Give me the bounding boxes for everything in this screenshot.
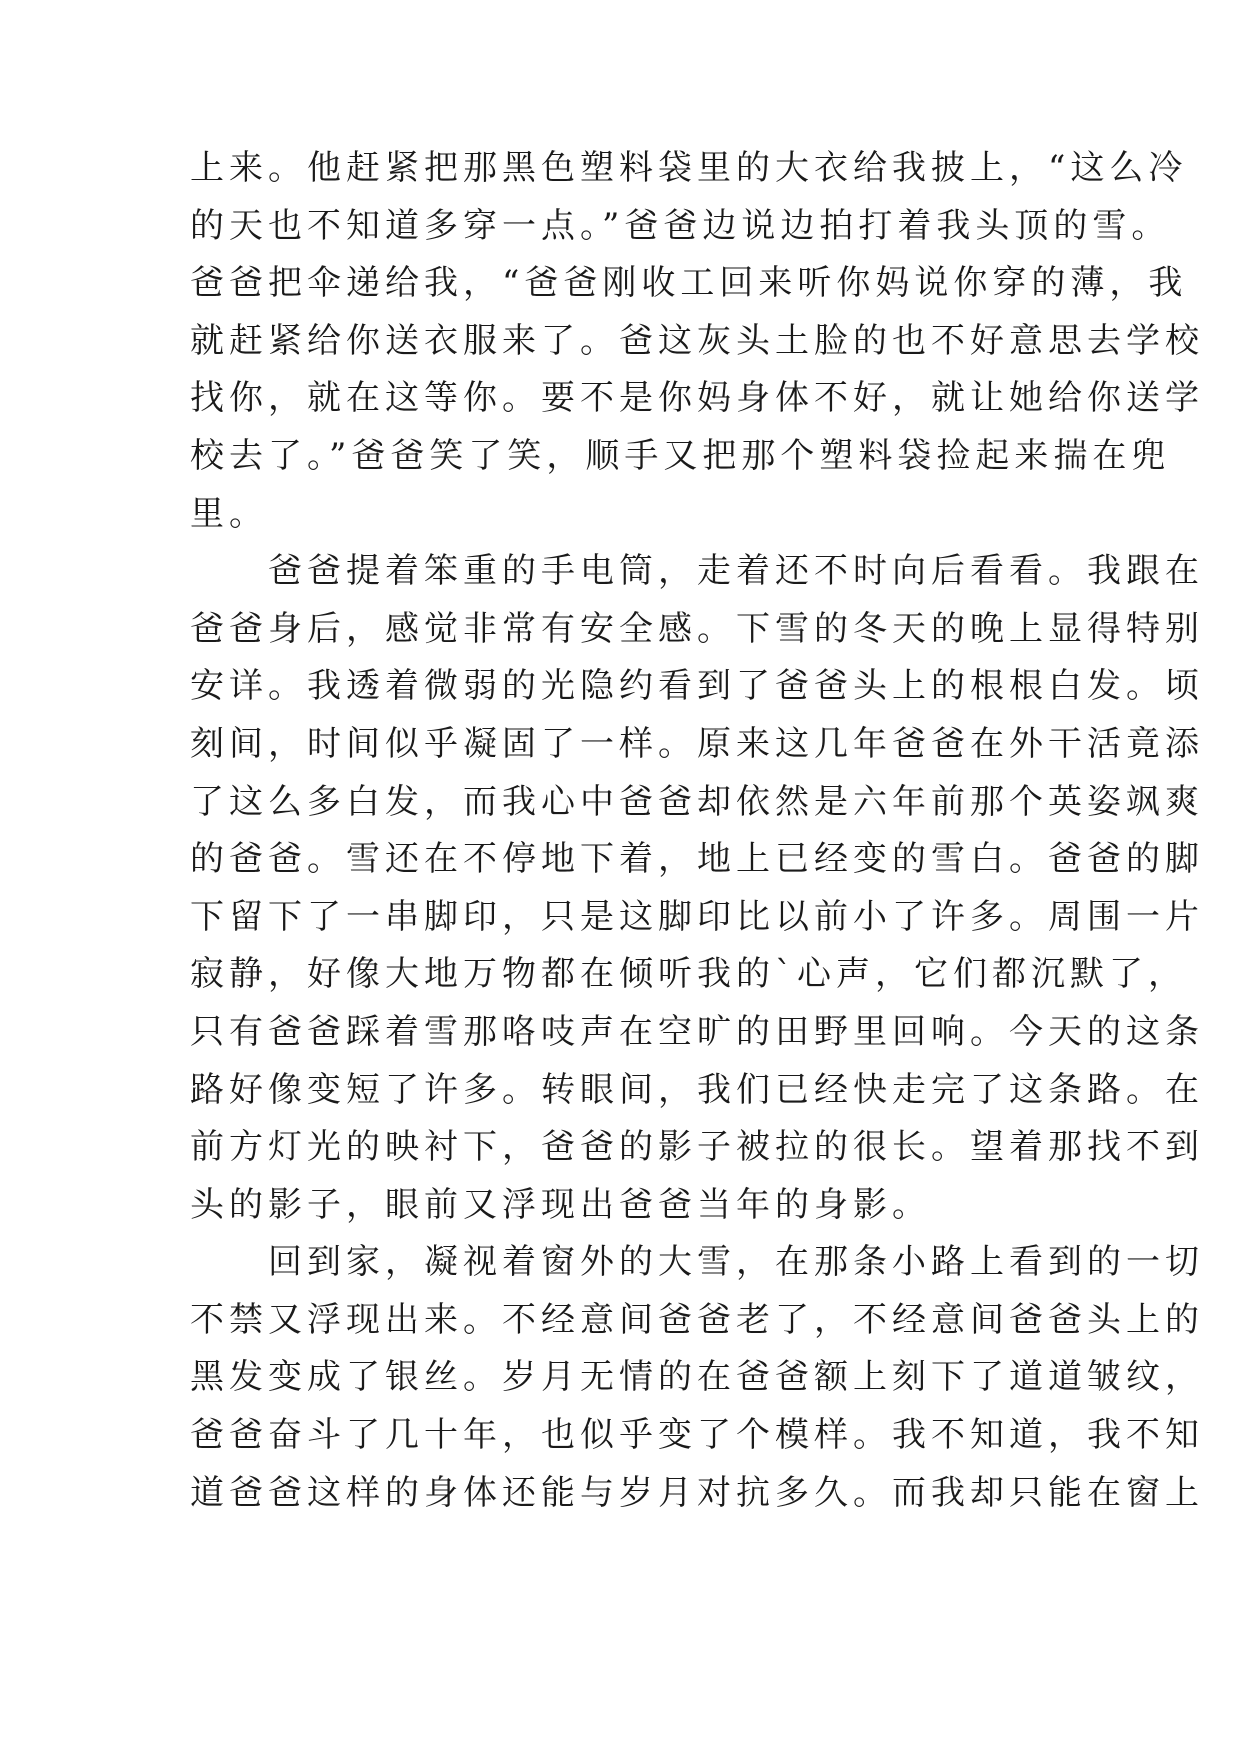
text-line: 爸爸提着笨重的手电筒，走着还不时向后看看。我跟在 xyxy=(190,551,1204,592)
text-line: 道爸爸这样的身体还能与岁月对抗多久。而我却只能在窗上 xyxy=(190,1472,1204,1513)
text-line: 下留下了一串脚印，只是这脚印比以前小了许多。周围一片 xyxy=(190,896,1204,937)
text-line: 就赶紧给你送衣服来了。爸这灰头土脸的也不好意思去学校 xyxy=(190,320,1204,361)
text-line: 的天也不知道多穿一点。”爸爸边说边拍打着我头顶的雪。 xyxy=(190,205,1171,246)
text-line: 的爸爸。雪还在不停地下着，地上已经变的雪白。爸爸的脚 xyxy=(190,839,1204,880)
text-line: 寂静，好像大地万物都在倾听我的`心声，它们都沉默了， xyxy=(190,954,1187,995)
text-line: 爸爸把伞递给我，“爸爸刚收工回来听你妈说你穿的薄，我 xyxy=(190,263,1188,304)
text-line: 爸爸身后，感觉非常有安全感。下雪的冬天的晚上显得特别 xyxy=(190,608,1204,649)
text-line: 前方灯光的映衬下，爸爸的影子被拉的很长。望着那找不到 xyxy=(190,1127,1204,1168)
text-line: 只有爸爸踩着雪那咯吱声在空旷的田野里回响。今天的这条 xyxy=(190,1011,1204,1052)
text-line: 不禁又浮现出来。不经意间爸爸老了，不经意间爸爸头上的 xyxy=(190,1299,1204,1340)
body-text xyxy=(190,140,1204,1522)
text-line: 刻间，时间似乎凝固了一样。原来这几年爸爸在外干活竟添 xyxy=(190,723,1204,764)
text-line: 里。 xyxy=(190,493,268,534)
text-line: 找你，就在这等你。要不是你妈身体不好，就让她给你送学 xyxy=(190,378,1204,419)
text-line: 黑发变成了银丝。岁月无情的在爸爸额上刻下了道道皱纹， xyxy=(190,1357,1204,1398)
text-line: 路好像变短了许多。转眼间，我们已经快走完了这条路。在 xyxy=(190,1069,1204,1110)
text-line: 爸爸奋斗了几十年，也似乎变了个模样。我不知道，我不知 xyxy=(190,1415,1204,1456)
text-line: 回到家，凝视着窗外的大雪，在那条小路上看到的一切 xyxy=(190,1242,1204,1283)
text-line: 了这么多白发，而我心中爸爸却依然是六年前那个英姿飒爽 xyxy=(190,781,1204,822)
text-line: 安详。我透着微弱的光隐约看到了爸爸头上的根根白发。顷 xyxy=(190,666,1204,707)
text-line: 头的影子，眼前又浮现出爸爸当年的身影。 xyxy=(190,1184,931,1225)
text-line: 上来。他赶紧把那黑色塑料袋里的大衣给我披上，“这么冷 xyxy=(190,148,1188,188)
text-line: 校去了。”爸爸笑了笑，顺手又把那个塑料袋捡起来揣在兜 xyxy=(190,435,1171,476)
